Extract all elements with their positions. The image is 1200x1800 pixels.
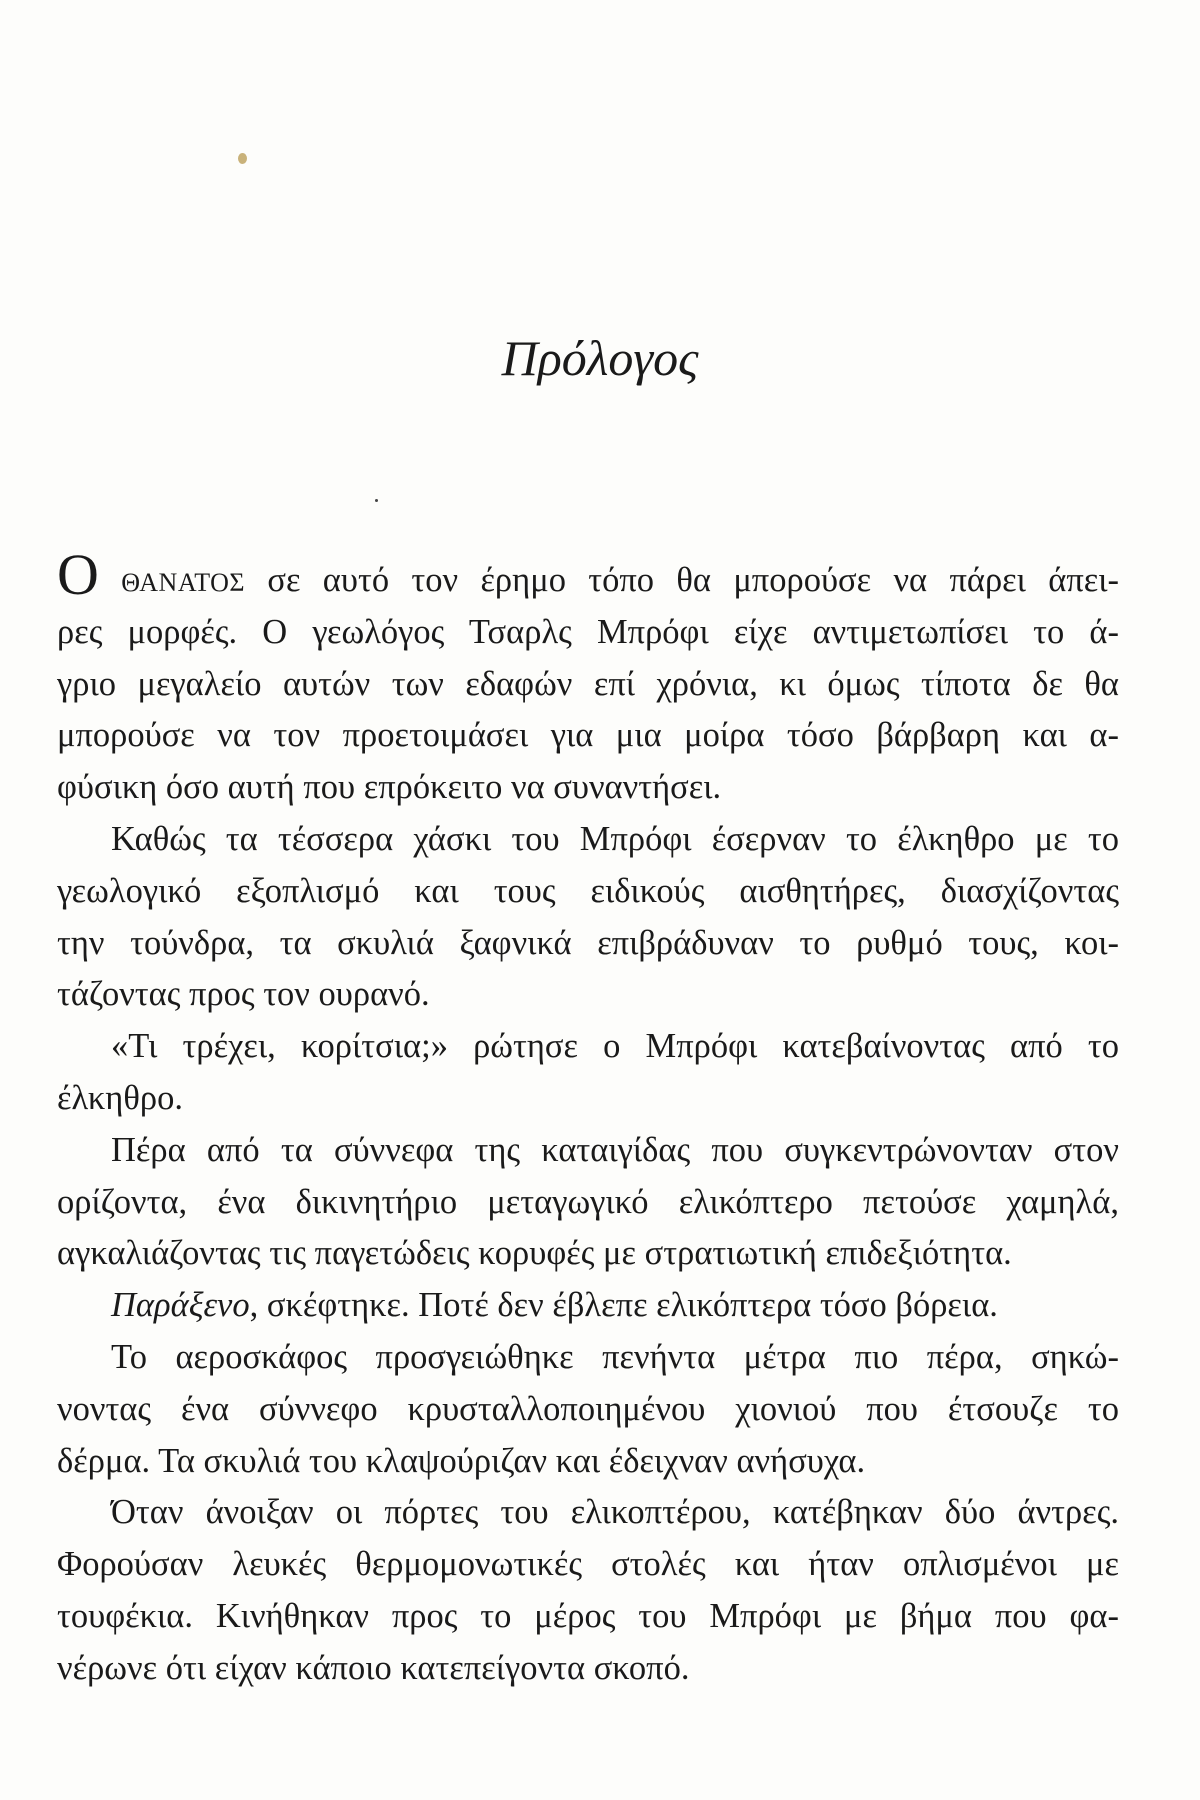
text-line	[57, 1280, 1119, 1332]
text-line: αγκαλιάζοντας τις παγετώδεις κορυφές με στρατιωτική επιδεξιότητα.	[57, 1234, 1012, 1273]
text-line: Καθώς τα τέσσερα χάσκι του Μπρόφι έσερναν το έλκηθρο με το	[111, 819, 1119, 858]
paper-speck	[238, 153, 247, 164]
text-line: δέρμα. Τα σκυλιά του κλαψούριζαν και έδειχναν ανήσυχα.	[57, 1441, 866, 1480]
text-line	[57, 542, 1120, 607]
text-line: Όταν άνοιξαν οι πόρτες του ελικοπτέρου, κατέβηκαν δύο άντρες.	[111, 1493, 1119, 1532]
chapter-title: Πρόλογος	[501, 330, 699, 386]
italic-word: Παράξενο	[111, 1286, 250, 1325]
text-line: Το αεροσκάφος προσγειώθηκε πενήντα μέτρα πιο πέρα, σηκώ-	[111, 1337, 1119, 1376]
text-line: φύσικη όσο αυτή που επρόκειτο να συναντήσει.	[57, 768, 722, 807]
text-line: νέρωνε ότι είχαν κάποιο κατεπείγοντα σκοπό.	[57, 1648, 690, 1687]
text-line: τουφέκια. Κινήθηκαν προς το μέρος του Μπρόφι με βήμα που φα-	[57, 1596, 1119, 1635]
text-line: γεωλογικό εξοπλισμό και τους ειδικούς αισθητήρες, διασχίζοντας	[57, 871, 1119, 910]
text-line: έλκηθρο.	[57, 1078, 183, 1117]
line-text: , σκέφτηκε. Ποτέ δεν έβλεπε ελικόπτερα τόσο βόρεια.	[249, 1286, 998, 1325]
text-line: Πέρα από τα σύννεφα της καταιγίδας που συγκεντρώνονταν στον	[111, 1130, 1119, 1169]
text-line: ορίζοντα, ένα δικινητήριο μεταγωγικό ελικόπτερο πετούσε χαμηλά,	[57, 1182, 1119, 1221]
text-line: τάζοντας προς τον ουρανό.	[57, 975, 430, 1014]
paper-dot	[375, 499, 378, 502]
text-line: ρες μορφές. Ο γεωλόγος Τσαρλς Μπρόφι είχε αντιμετωπίσει το ά-	[57, 612, 1119, 651]
line-text: σε αυτό τον έρημο τόπο θα μπορούσε να πάρει άπει-	[245, 561, 1120, 599]
small-caps-word: ΘΑΝΑΤΟΣ	[121, 568, 246, 597]
text-line: νοντας ένα σύννεφο κρυσταλλοποιημένου χιονιού που έτσουζε το	[57, 1389, 1119, 1428]
body-text	[57, 542, 1120, 1695]
text-line: γριο μεγαλείο αυτών των εδαφών επί χρόνια, κι όμως τίποτα δε θα	[57, 664, 1119, 703]
text-line: την τούνδρα, τα σκυλιά ξαφνικά επιβράδυναν το ρυθμό τους, κοι-	[57, 923, 1119, 962]
text-line: «Τι τρέχει, κορίτσια;» ρώτησε ο Μπρόφι κατεβαίνοντας από το	[111, 1027, 1119, 1066]
text-line: μπορούσε να τον προετοιμάσει για μια μοίρα τόσο βάρβαρη και α-	[57, 716, 1119, 755]
drop-cap: Ο	[57, 542, 99, 607]
text-line: Φορούσαν λευκές θερμομονωτικές στολές και ήταν οπλισμένοι με	[57, 1545, 1119, 1584]
